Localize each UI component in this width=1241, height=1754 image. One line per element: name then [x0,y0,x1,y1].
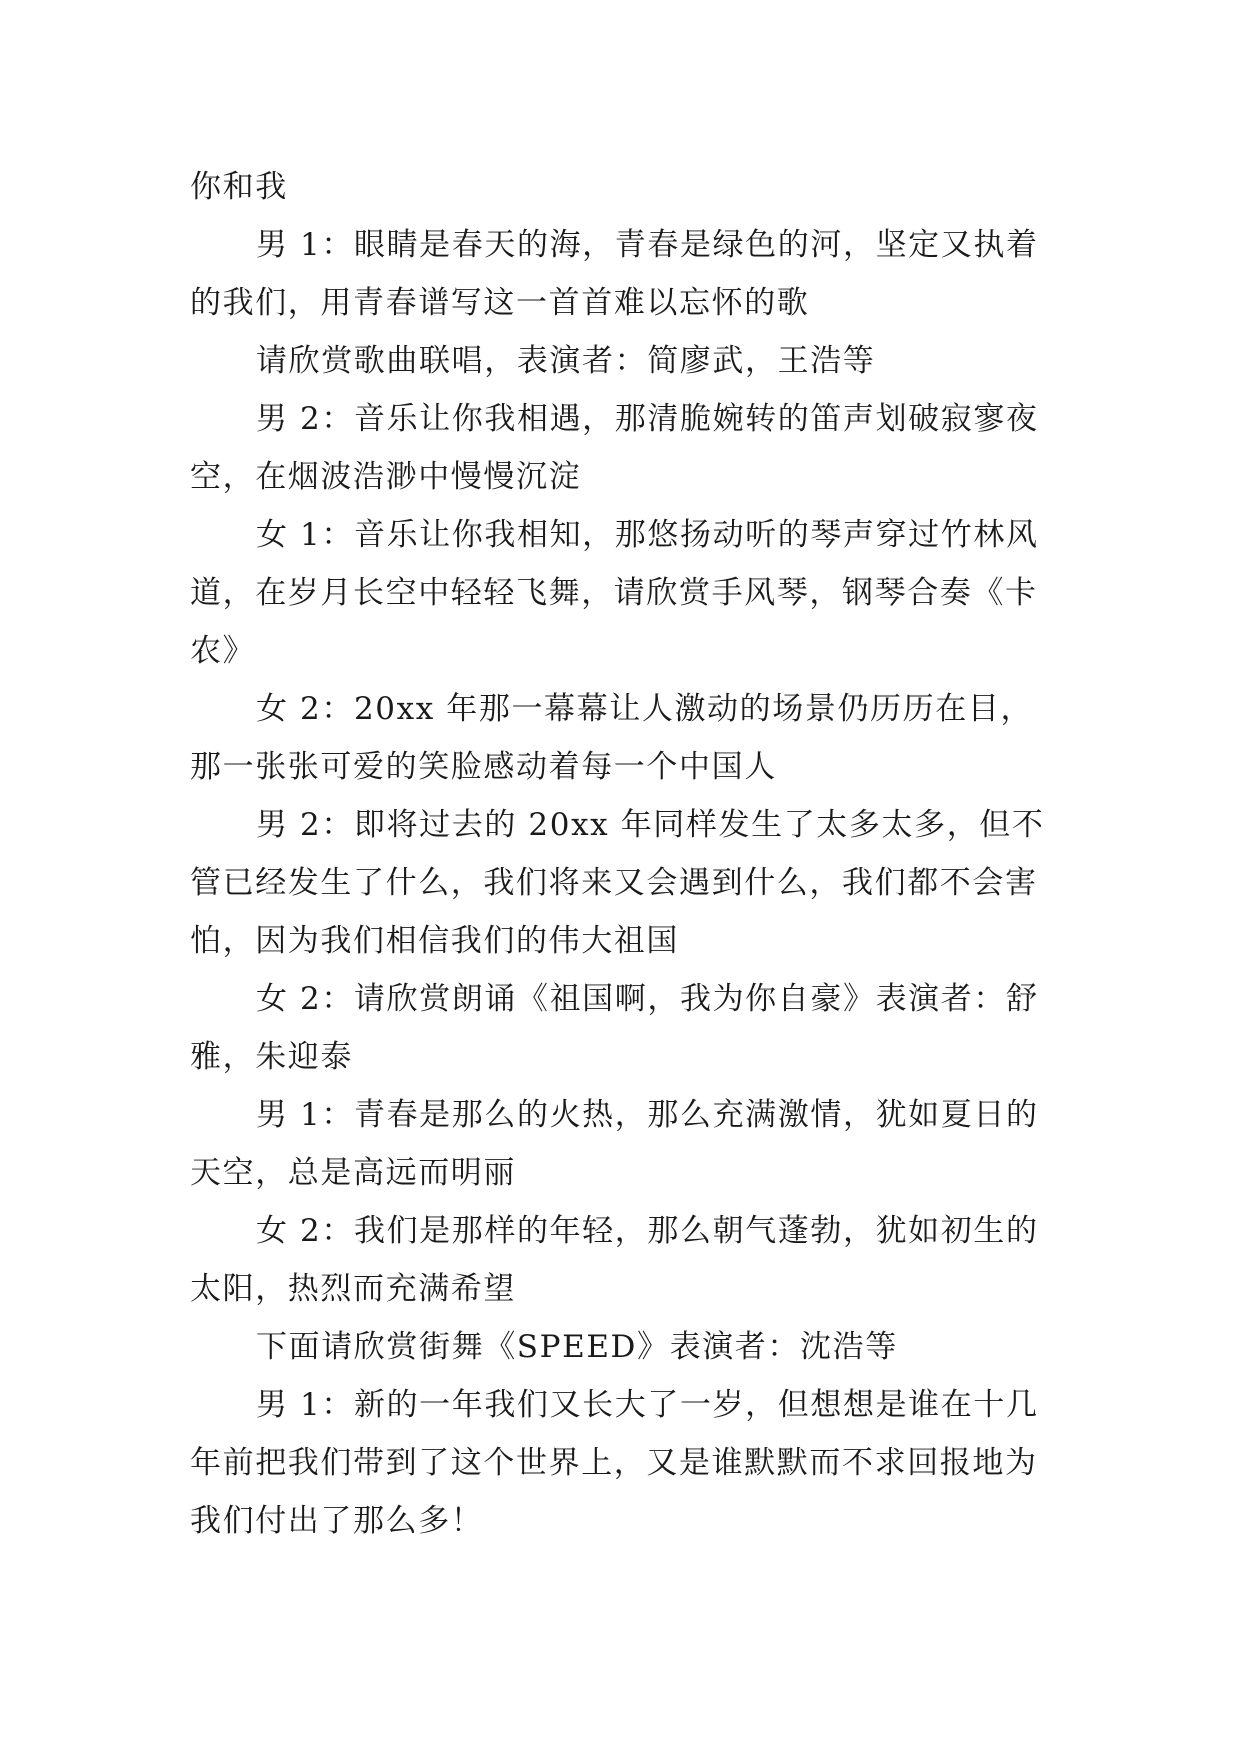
paragraph-6: 女 2：20xx 年那一幕幕让人激动的场景仍历历在目，那一张张可爱的笑脸感动着每一个中国人 [190,691,1034,785]
paragraph-4: 男 2：音乐让你我相遇，那清脆婉转的笛声划破寂寥夜空，在烟波浩渺中慢慢沉淀 [190,401,1039,495]
paragraph-3: 请欣赏歌曲联唱，表演者：简廖武，王浩等 [256,343,876,379]
document-body [190,158,1050,1550]
paragraph-1: 你和我 [190,169,288,205]
paragraph-2: 男 1：眼睛是春天的海，青春是绿色的河，坚定又执着的我们，用青春谱写这一首首难以忘怀的歌 [190,227,1039,321]
paragraph-5: 女 1：音乐让你我相知，那悠扬动听的琴声穿过竹林风道，在岁月长空中轻轻飞舞，请欣赏手风琴，钢琴合奏《卡农》 [190,517,1039,669]
paragraph-11: 下面请欣赏街舞《SPEED》表演者：沈浩等 [256,1329,898,1365]
paragraph-12: 男 1：新的一年我们又长大了一岁，但想想是谁在十几年前把我们带到了这个世界上，又是谁默默而不求回报地为我们付出了那么多！ [190,1387,1039,1539]
paragraph-7: 男 2：即将过去的 20xx 年同样发生了太多太多，但不管已经发生了什么，我们将来又会遇到什么，我们都不会害怕，因为我们相信我们的伟大祖国 [190,807,1045,959]
paragraph-8: 女 2：请欣赏朗诵《祖国啊，我为你自豪》表演者：舒雅，朱迎泰 [190,981,1039,1075]
paragraph-9: 男 1：青春是那么的火热，那么充满激情，犹如夏日的天空，总是高远而明丽 [190,1097,1039,1191]
paragraph-10: 女 2：我们是那样的年轻，那么朝气蓬勃，犹如初生的太阳，热烈而充满希望 [190,1213,1039,1307]
